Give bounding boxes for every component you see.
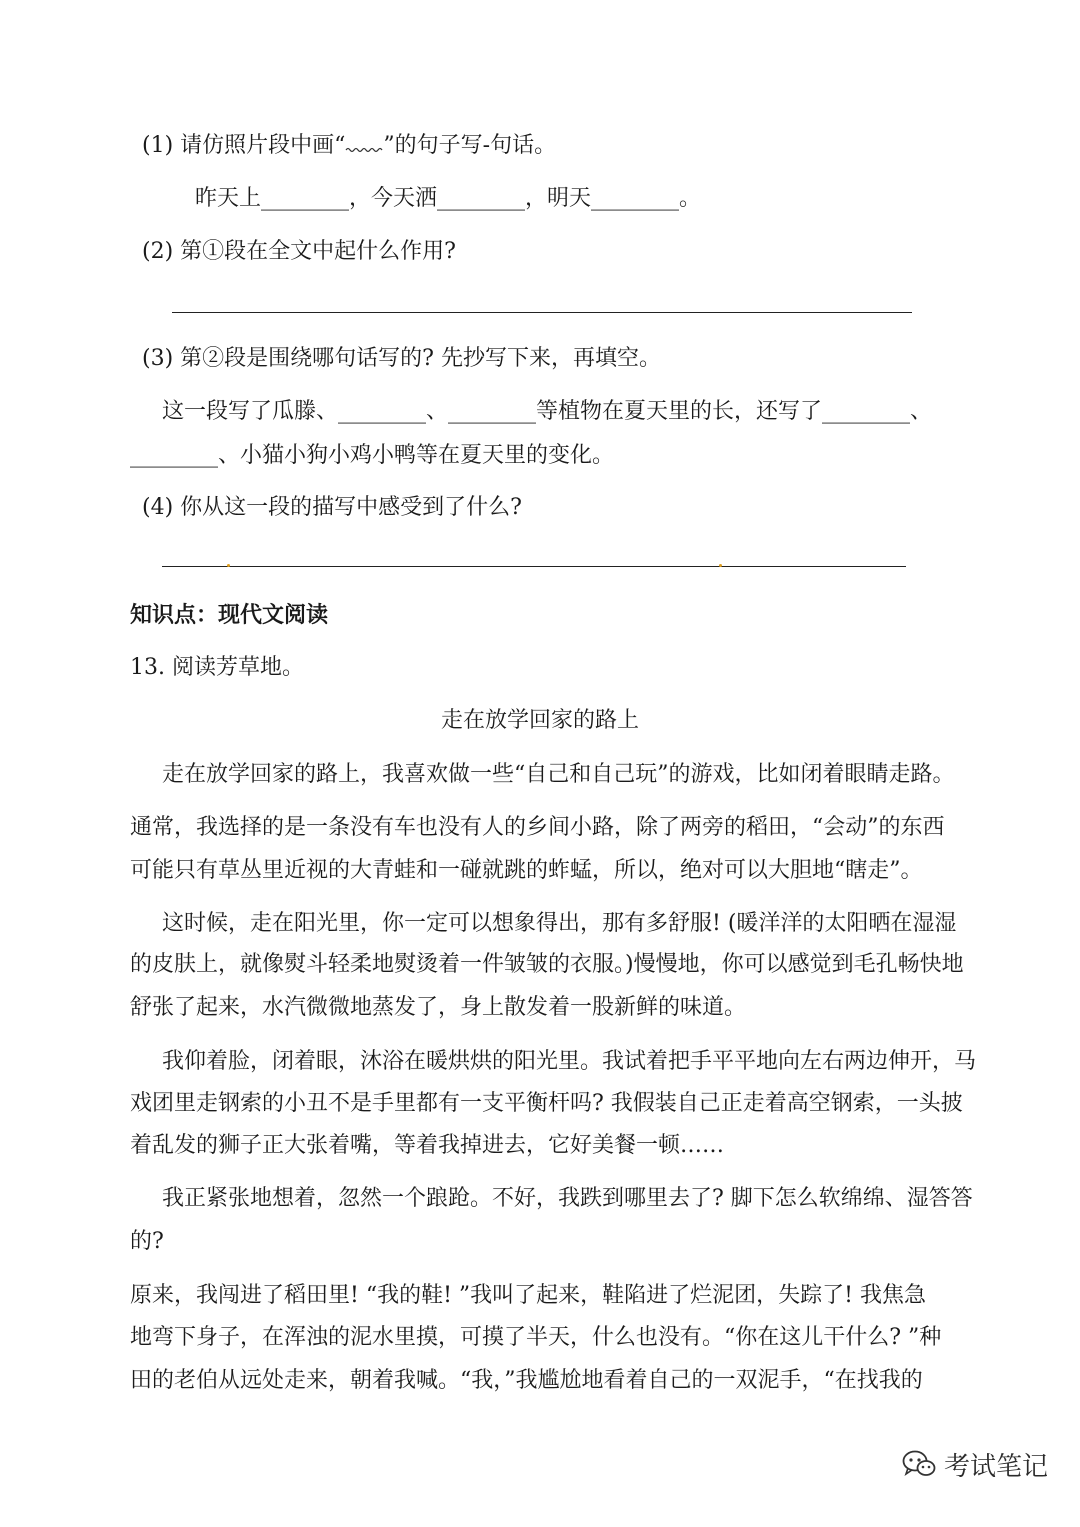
passage-line: 的皮肤上，就像熨斗轻柔地熨烫着一件皱皱的衣服。)慢慢地，你可以感觉到毛孔畅快地 — [130, 952, 964, 977]
question-1: (1) 请仿照片段中画“ ”的句子写-句话。 — [142, 133, 557, 158]
passage-line: 通常，我选择的是一条没有车也没有人的乡间小路，除了两旁的稻田，“会动”的东西 — [130, 815, 945, 840]
passage-line: 舒张了起来，水汽微微地蒸发了，身上散发着一股新鲜的味道。 — [130, 995, 747, 1020]
question-13-intro: 13. 阅读芳草地。 — [130, 655, 304, 680]
watermark — [902, 1440, 1048, 1488]
passage-line: 的? — [130, 1229, 164, 1254]
wechat-logo-icon — [902, 1449, 936, 1479]
question-3-fill-2: ________、小猫小狗小鸡小鸭等在夏天里的变化。 — [130, 443, 615, 468]
answer-line-2 — [172, 312, 912, 313]
passage-line: 走在放学回家的路上，我喜欢做一些“自己和自己玩”的游戏，比如闭着眼睛走路。 — [162, 762, 955, 787]
watermark-text: 考试笔记 — [944, 1451, 1049, 1482]
passage-line: 这时候，走在阳光里，你一定可以想象得出，那有多舒服! (暖洋洋的太阳晒在湿湿 — [162, 911, 957, 936]
passage-line: 我正紧张地想着，忽然一个踉跄。不好，我跌到哪里去了? 脚下怎么软绵绵、湿答答 — [162, 1186, 973, 1211]
passage-title: 走在放学回家的路上 — [440, 708, 639, 733]
question-2: (2) 第①段在全文中起什么作用? — [142, 239, 456, 264]
passage-line: 原来，我闯进了稻田里! “我的鞋! ”我叫了起来，鞋陷进了烂泥团，失踪了! 我焦急 — [130, 1283, 926, 1308]
passage-line: 着乱发的狮子正大张着嘴，等着我掉进去，它好美餐一顿…… — [130, 1133, 725, 1158]
knowledge-point-heading: 知识点：现代文阅读 — [130, 602, 329, 628]
question-3-fill-1: 这一段写了瓜滕、________、________等植物在夏天里的长，还写了________、 — [162, 399, 933, 424]
passage-line: 我仰着脸，闭着眼，沐浴在暖烘烘的阳光里。我试着把手平平地向左右两边伸开，马 — [162, 1049, 977, 1074]
wavy-underline-icon — [345, 140, 383, 154]
question-1-fill: 昨天上________，今天洒________，明天________。 — [195, 186, 702, 211]
answer-line-4 — [162, 566, 906, 567]
passage-line: 地弯下身子，在浑浊的泥水里摸，可摸了半天，什么也没有。“你在这儿干什么? ”种 — [130, 1325, 942, 1350]
question-3: (3) 第②段是围绕哪句话写的? 先抄写下来，再填空。 — [142, 346, 661, 371]
passage-line: 可能只有草丛里近视的大青蛙和一碰就跳的蚱蜢，所以，绝对可以大胆地“瞎走”。 — [130, 858, 923, 883]
question-4: (4) 你从这一段的描写中感受到了什么? — [142, 495, 522, 520]
passage-line: 田的老伯从远处走来，朝着我喊。“我，”我尴尬地看着自己的一双泥手，“在找我的 — [130, 1368, 923, 1393]
speck — [719, 564, 722, 567]
passage-line: 戏团里走钢索的小丑不是手里都有一支平衡杆吗? 我假装自己正走着高空钢索，一头披 — [130, 1091, 963, 1116]
speck — [227, 564, 230, 567]
